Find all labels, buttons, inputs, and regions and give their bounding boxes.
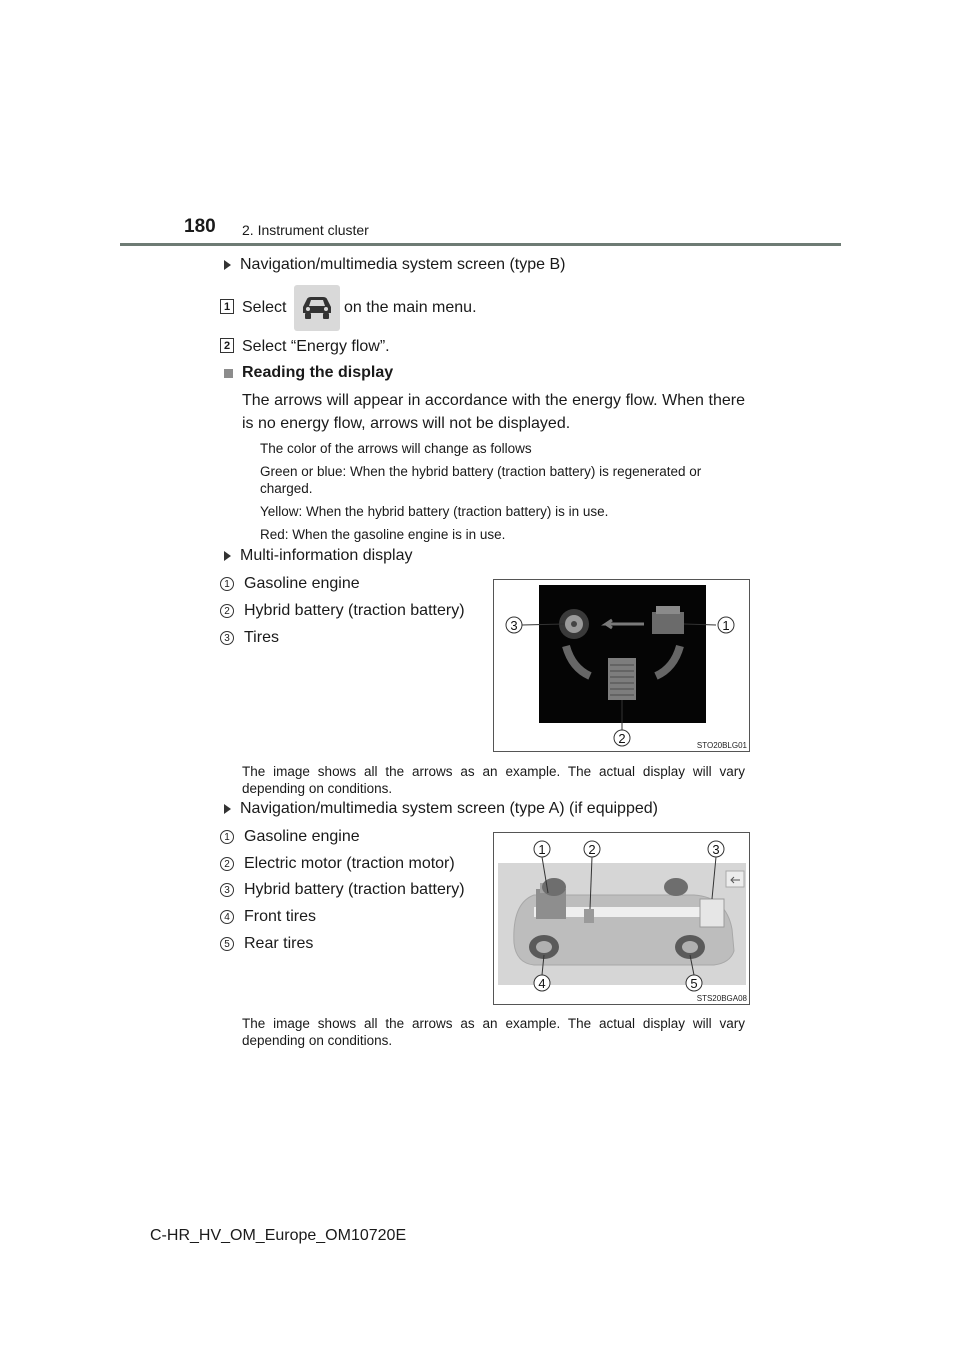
nav-a-item-1 — [220, 828, 360, 846]
car-menu-icon — [294, 285, 340, 331]
figure-code: STS20BGA08 — [696, 994, 747, 1003]
mid-item-2 — [220, 602, 465, 620]
document-id: C-HR_HV_OM_Europe_OM10720E — [150, 1227, 407, 1244]
reading-paragraph: The arrows will appear in accordance with the energy flow. When there is no energy flow, arrows will not be displayed. — [242, 392, 745, 432]
item-number: 5 — [220, 937, 234, 951]
nav-type-a-heading-text: Navigation/multimedia system screen (type A) (if equipped) — [240, 800, 658, 817]
square-bullet-icon — [224, 369, 233, 378]
mid-item-1 — [220, 575, 360, 593]
svg-text:2: 2 — [618, 731, 626, 746]
nav-type-b-heading — [224, 256, 565, 274]
header-divider — [120, 243, 841, 246]
mid-item-3 — [220, 629, 279, 647]
note-green-blue: Green or blue: When the hybrid battery (traction battery) is regenerated or charged. — [260, 464, 702, 496]
chapter-title: 2. Instrument cluster — [242, 222, 369, 238]
item-label: Gasoline engine — [244, 828, 360, 845]
step-1-prefix: Select — [242, 299, 287, 316]
nav-a-note: The image shows all the arrows as an example. The actual display will vary depending on conditions. — [242, 1016, 745, 1048]
item-label: Hybrid battery (traction battery) — [244, 881, 465, 898]
nav-type-a-heading — [224, 800, 658, 818]
item-number: 1 — [220, 577, 234, 591]
step-2-text: Select “Energy flow”. — [242, 338, 390, 355]
item-number: 1 — [220, 830, 234, 844]
item-number: 3 — [220, 631, 234, 645]
triangle-bullet-icon — [224, 260, 231, 270]
step-2-badge: 2 — [220, 338, 234, 353]
nav-a-item-3 — [220, 881, 465, 899]
step-1-suffix: on the main menu. — [344, 299, 477, 316]
item-label: Hybrid battery (traction battery) — [244, 602, 465, 619]
item-number: 4 — [220, 910, 234, 924]
mid-heading-text: Multi-information display — [240, 547, 413, 564]
svg-text:1: 1 — [538, 842, 546, 857]
item-number: 2 — [220, 857, 234, 871]
reading-heading — [224, 364, 393, 382]
item-number: 3 — [220, 883, 234, 897]
note-colors-intro: The color of the arrows will change as follows — [260, 441, 532, 456]
item-label: Tires — [244, 629, 279, 646]
note-red: Red: When the gasoline engine is in use. — [260, 527, 506, 542]
mid-note: The image shows all the arrows as an example. The actual display will vary depending on conditions. — [242, 764, 745, 796]
triangle-bullet-icon — [224, 804, 231, 814]
triangle-bullet-icon — [224, 551, 231, 561]
note-yellow: Yellow: When the hybrid battery (traction battery) is in use. — [260, 504, 609, 519]
item-number: 2 — [220, 604, 234, 618]
reading-heading-text: Reading the display — [242, 364, 394, 381]
svg-text:2: 2 — [588, 842, 596, 857]
nav-type-b-heading-text: Navigation/multimedia system screen (type B) — [240, 256, 566, 273]
mid-heading — [224, 547, 413, 565]
step-1-badge: 1 — [220, 299, 234, 314]
nav-a-item-5 — [220, 935, 313, 953]
svg-text:4: 4 — [538, 976, 546, 991]
item-label: Electric motor (traction motor) — [244, 855, 455, 872]
svg-text:3: 3 — [510, 618, 518, 633]
svg-text:1: 1 — [722, 618, 730, 633]
item-label: Rear tires — [244, 935, 314, 952]
nav-a-energy-figure — [493, 832, 750, 1005]
mid-energy-figure — [493, 579, 750, 752]
nav-a-item-4 — [220, 908, 316, 926]
item-label: Gasoline engine — [244, 575, 360, 592]
page-number: 180 — [184, 216, 216, 237]
svg-text:3: 3 — [712, 842, 720, 857]
svg-text:5: 5 — [690, 976, 698, 991]
item-label: Front tires — [244, 908, 317, 925]
nav-a-item-2 — [220, 855, 455, 873]
figure-code: STO20BLG01 — [696, 741, 747, 750]
